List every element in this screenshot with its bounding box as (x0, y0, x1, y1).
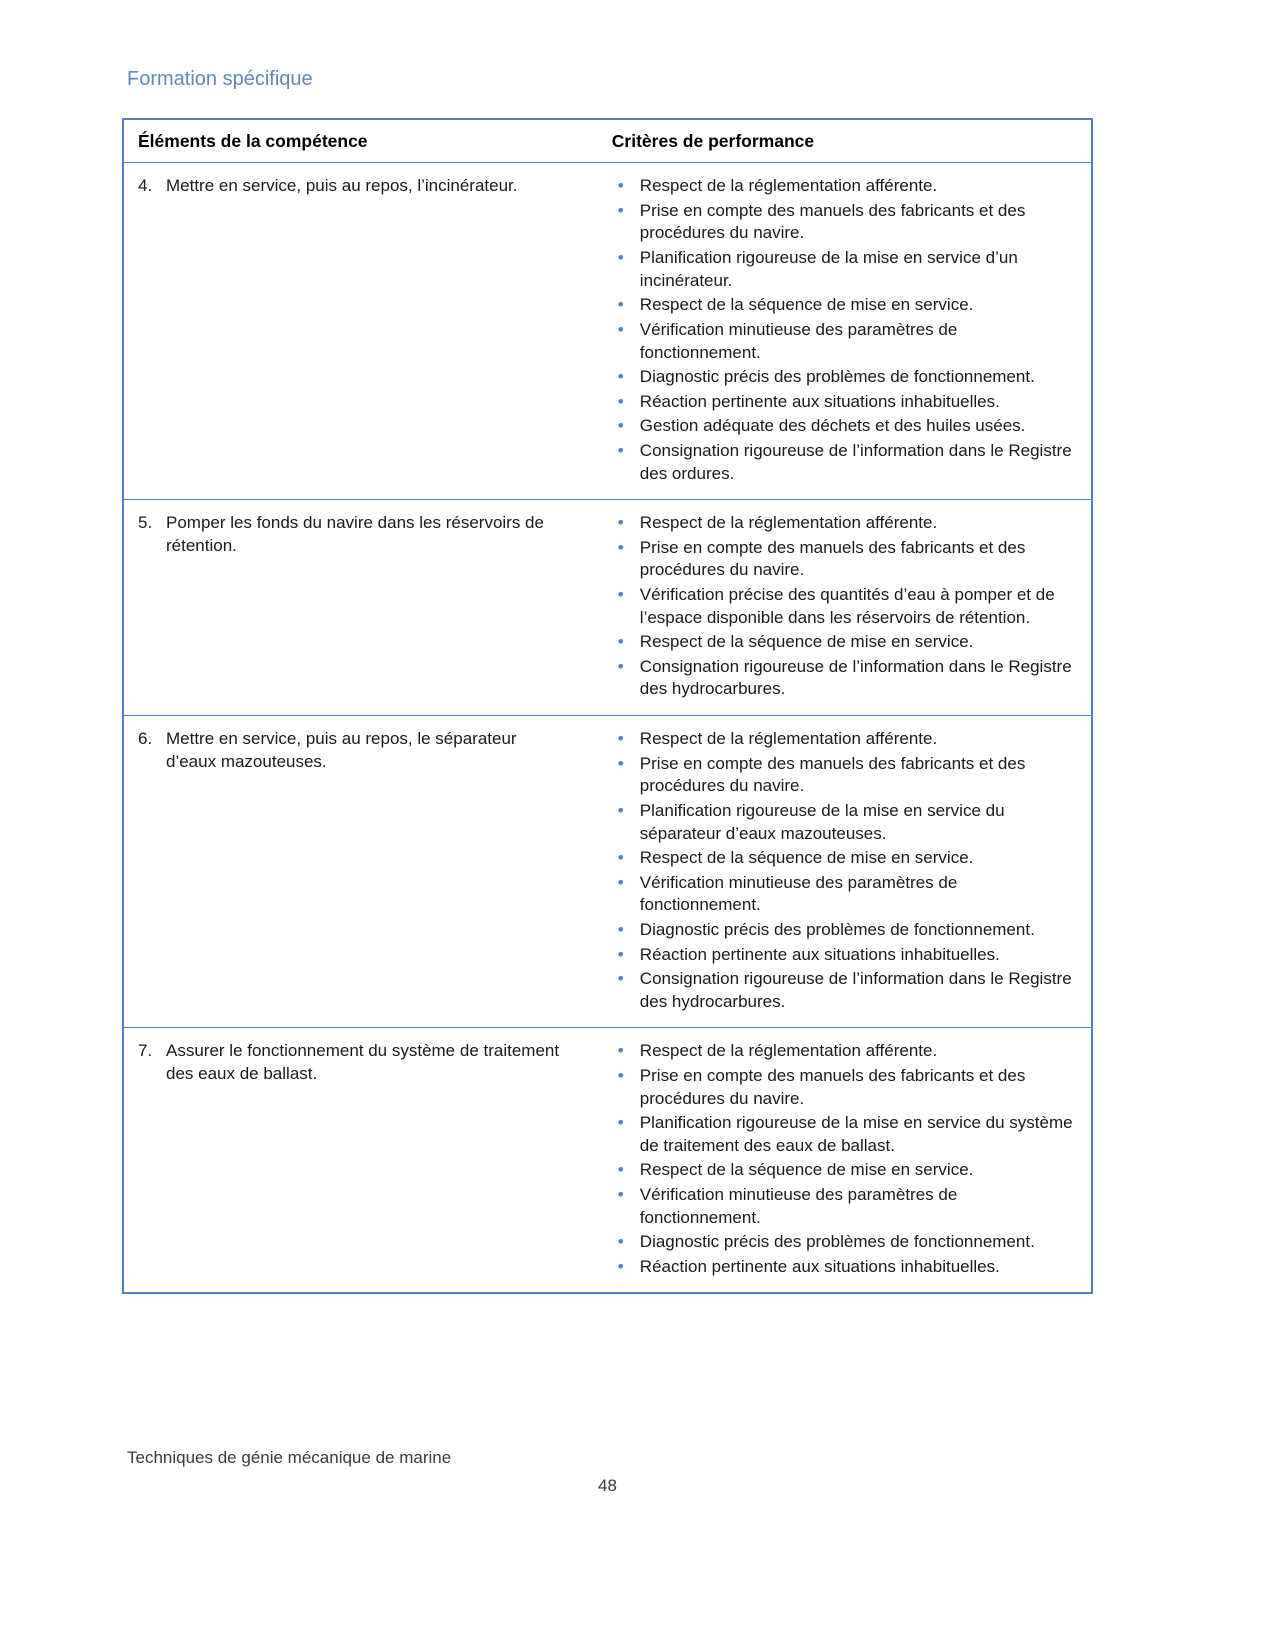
performance-criteria-cell (598, 163, 1092, 500)
table-body (123, 163, 1092, 1294)
criteria-item: • Respect de la réglementation afférente. (612, 175, 1077, 198)
criteria-item: • Réaction pertinente aux situations inhabituelles. (612, 391, 1077, 414)
table-row (123, 1028, 1092, 1294)
table-row (123, 716, 1092, 1028)
element-number: 6. (138, 729, 153, 749)
criteria-item: • Consignation rigoureuse de l’information dans le Registre des hydrocarbures. (612, 968, 1077, 1013)
column-header-elements: Éléments de la compétence (123, 119, 598, 163)
criteria-item: • Diagnostic précis des problèmes de fonctionnement. (612, 366, 1077, 389)
element-text: Mettre en service, puis au repos, l’incinérateur. (166, 176, 518, 196)
column-header-criteria: Critères de performance (598, 119, 1092, 163)
criteria-item: • Gestion adéquate des déchets et des huiles usées. (612, 415, 1077, 438)
criteria-item: • Vérification minutieuse des paramètres de fonctionnement. (612, 1184, 1077, 1229)
competency-element-cell (123, 500, 598, 716)
element-text: Mettre en service, puis au repos, le séparateur d’eaux mazouteuses. (166, 729, 517, 771)
criteria-item: • Vérification minutieuse des paramètres de fonctionnement. (612, 872, 1077, 917)
competency-table (122, 118, 1093, 1294)
competency-element-cell (123, 716, 598, 1028)
criteria-item: • Prise en compte des manuels des fabricants et des procédures du navire. (612, 753, 1077, 798)
criteria-item: • Consignation rigoureuse de l’information dans le Registre des ordures. (612, 440, 1077, 485)
criteria-item: • Réaction pertinente aux situations inhabituelles. (612, 1256, 1077, 1279)
criteria-list (612, 728, 1077, 1013)
criteria-item: • Respect de la séquence de mise en service. (612, 631, 1077, 654)
footer-document-title: Techniques de génie mécanique de marine (127, 1448, 452, 1467)
criteria-list (612, 512, 1077, 701)
criteria-item: • Respect de la réglementation afférente. (612, 1040, 1077, 1063)
performance-criteria-cell (598, 716, 1092, 1028)
page-number: 48 (598, 1476, 617, 1495)
criteria-item: • Planification rigoureuse de la mise en service du système de traitement des eaux de ballast. (612, 1112, 1077, 1157)
criteria-item: • Vérification précise des quantités d’eau à pomper et de l’espace disponible dans les réservoirs de rétention. (612, 584, 1077, 629)
table-row (123, 500, 1092, 716)
element-number: 7. (138, 1041, 153, 1061)
criteria-item: • Réaction pertinente aux situations inhabituelles. (612, 944, 1077, 967)
criteria-item: • Respect de la séquence de mise en service. (612, 294, 1077, 317)
criteria-item: • Respect de la séquence de mise en service. (612, 847, 1077, 870)
element-text: Assurer le fonctionnement du système de traitement des eaux de ballast. (166, 1041, 560, 1083)
criteria-item: • Consignation rigoureuse de l’information dans le Registre des hydrocarbures. (612, 656, 1077, 701)
performance-criteria-cell (598, 500, 1092, 716)
criteria-item: • Respect de la réglementation afférente. (612, 728, 1077, 751)
criteria-item: • Respect de la réglementation afférente. (612, 512, 1077, 535)
criteria-item: • Prise en compte des manuels des fabricants et des procédures du navire. (612, 537, 1077, 582)
element-text: Pomper les fonds du navire dans les réservoirs de rétention. (166, 513, 544, 555)
criteria-item: • Vérification minutieuse des paramètres de fonctionnement. (612, 319, 1077, 364)
table-head (123, 119, 1092, 163)
performance-criteria-cell (598, 1028, 1092, 1294)
competency-element-cell (123, 163, 598, 500)
table-header-row (123, 119, 1092, 163)
criteria-item: • Diagnostic précis des problèmes de fonctionnement. (612, 1231, 1077, 1254)
table-row (123, 163, 1092, 500)
criteria-item: • Planification rigoureuse de la mise en service du séparateur d’eaux mazouteuses. (612, 800, 1077, 845)
element-number: 5. (138, 513, 153, 533)
criteria-item: • Prise en compte des manuels des fabricants et des procédures du navire. (612, 1065, 1077, 1110)
criteria-item: • Diagnostic précis des problèmes de fonctionnement. (612, 919, 1077, 942)
element-number: 4. (138, 176, 153, 196)
criteria-list (612, 1040, 1077, 1278)
criteria-item: • Planification rigoureuse de la mise en service d’un incinérateur. (612, 247, 1077, 292)
competency-table-container (122, 118, 1093, 1294)
criteria-item: • Respect de la séquence de mise en service. (612, 1159, 1077, 1182)
criteria-item: • Prise en compte des manuels des fabricants et des procédures du navire. (612, 200, 1077, 245)
section-header: Formation spécifique (127, 68, 313, 90)
competency-element-cell (123, 1028, 598, 1294)
criteria-list (612, 175, 1077, 485)
